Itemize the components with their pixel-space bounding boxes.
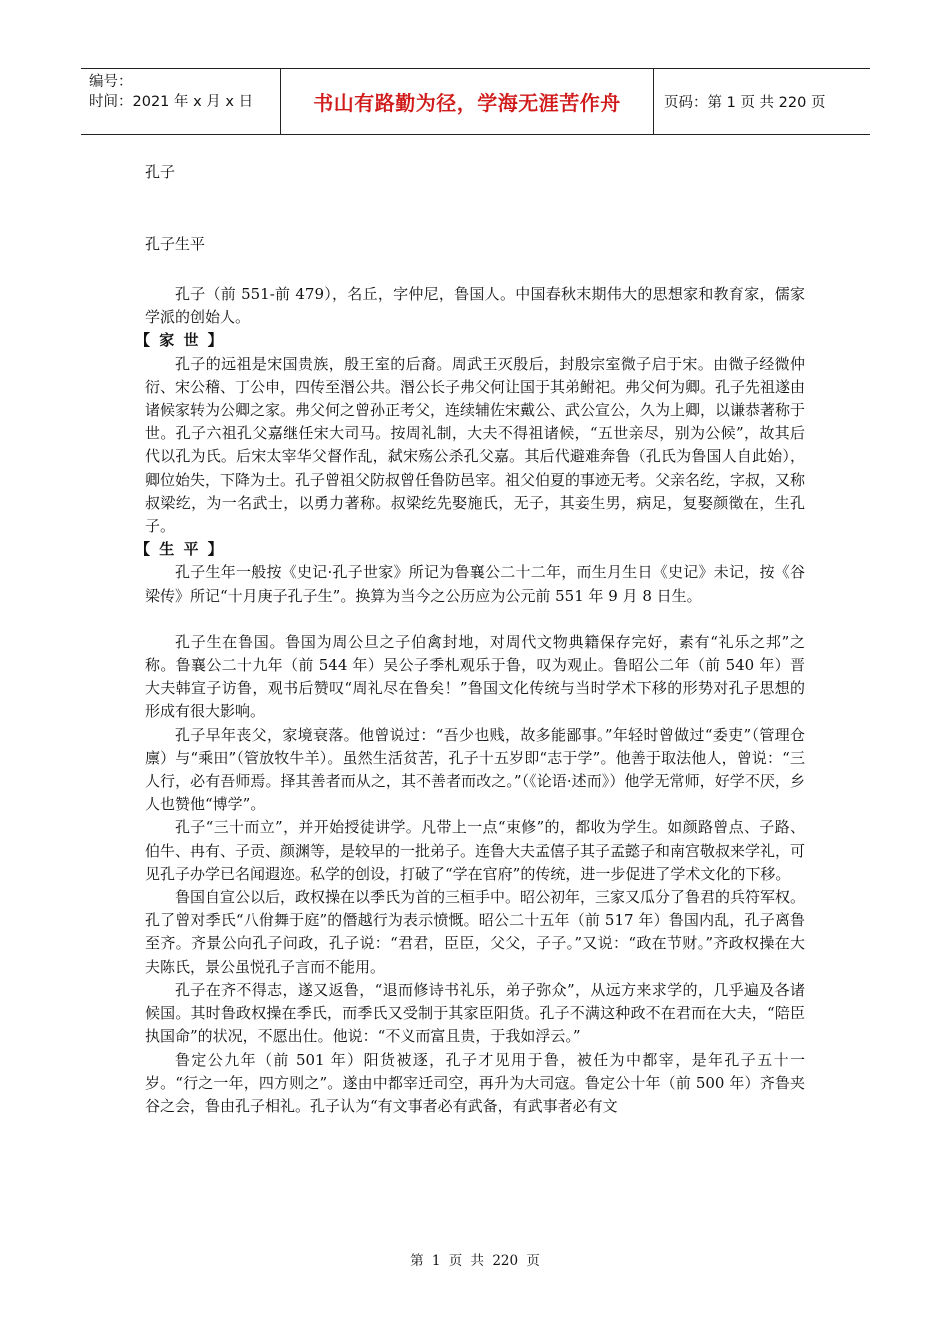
header-page-label: 页码：第 1 页 共 220 页: [664, 95, 826, 111]
body-paragraph: 孔子在齐不得志，遂又返鲁，“退而修诗书礼乐，弟子弥众”，从远方来求学的，几乎遍及各诸候国。其时鲁政权操在季氏，而季氏又受制于其家臣阳货。孔子不满这种政不在君而在大夫，“陪臣执国命”的状况，不愿出仕。他说：“不义而富且贵，于我如浮云。”: [145, 980, 805, 1046]
number-label: 编号：: [89, 74, 133, 90]
section-heading: 【 生 平 】: [135, 540, 225, 559]
body-paragraph: 鲁国自宣公以后，政权操在以季氏为首的三桓手中。昭公初年，三家又瓜分了鲁君的兵符军权。孔了曾对季氏“八佾舞于庭”的僭越行为表示愤慨。昭公二十五年（前 517 年）鲁国内乱，孔子离鲁至齐。齐景公向孔子问政，孔子说：“君君，臣臣，父父，子子。”又说：“政在节财。”齐政权操在大夫陈氏，景公虽悦孔子言而不能用。: [145, 888, 806, 976]
time-label: 时间：2021 年 x 月 x 日: [89, 94, 254, 110]
body-paragraph: 孔子生在鲁国。鲁国为周公旦之子伯禽封地，对周代文物典籍保存完好，素有“礼乐之邦”之称。鲁襄公二十九年（前 544 年）吴公子季札观乐于鲁，叹为观止。鲁昭公二年（前 540 年）晋大夫韩宣子访鲁，观书后赞叹“周礼尽在鲁矣！”鲁国文化传统与当时学术下移的形势对孔子思想的形成有很大影响。: [145, 632, 805, 721]
doc-subtitle: 孔子生平: [145, 235, 206, 253]
body-paragraph: 孔子“三十而立”，并开始授徒讲学。凡带上一点“束修”的，都收为学生。如颜路曾点、子路、伯牛、冉有、子贡、颜渊等，是较早的一批弟子。连鲁大夫孟僖子其子孟懿子和南宫敬叔来学礼，可见孔子办学已名闻遐迩。私学的创设，打破了“学在官府”的传统，进一步促进了学术文化的下移。: [145, 818, 806, 883]
body-paragraph: 孔子的远祖是宋国贵族，殷王室的后裔。周武王灭殷后，封殷宗室微子启于宋。由微子经微仲衍、宋公稽、丁公申，四传至湣公共。湣公长子弗父何让国于其弟鲋祀。弗父何为卿。孔子先祖遂由诸候家转为公卿之家。弗父何之曾孙正考父，连续辅佐宋戴公、武公宣公，久为上卿，以谦恭著称于世。孔子六祖孔父嘉继任宋大司马。按周礼制，大夫不得祖诸候，“五世亲尽，别为公候”，故其后代以孔为氏。后宋太宰华父督作乱，弑宋殇公杀孔父嘉。其后代避难奔鲁（孔氏为鲁国人自此始），卿位始失，下降为士。孔子曾祖父防叔曾任鲁防邑宰。祖父伯夏的事迹无考。父亲名纥，字叔，又称叔梁纥，为一名武士，以勇力著称。叔梁纥先娶施氏，无子，其妾生男，病足，复娶颜徵在，生孔子。: [145, 354, 806, 536]
doc-title: 孔子: [145, 163, 176, 181]
header-motto: 书山有路勤为径，学海无涯苦作舟: [281, 69, 654, 134]
body-paragraph: 孔子早年丧父，家境衰落。他曾说过：“吾少也贱，故多能鄙事。”年轻时曾做过“委吏”（管理仓廪）与“乘田”（管放牧牛羊）。虽然生活贫苦，孔子十五岁即“志于学”。他善于取法他人，曾说：“三人行，必有吾师焉。择其善者而从之，其不善者而改之。”（《论语·述而》）他学无常师，好学不厌，乡人也赞他“博学”。: [145, 725, 805, 814]
page-footer: 第 1 页 共 220 页: [410, 1253, 540, 1269]
doc-body: [135, 283, 806, 1118]
body-paragraph: 孔子生年一般按《史记·孔子世家》所记为鲁襄公二十二年，而生月生日《史记》未记，按《谷梁传》所记“十月庚子孔子生”。换算为当今之公历应为公元前 551 年 9 月 8 日生。: [145, 563, 805, 605]
body-paragraph: 鲁定公九年（前 501 年）阳货被逐，孔子才见用于鲁，被任为中都宰，是年孔子五十一岁。“行之一年，四方则之”。遂由中都宰迁司空，再升为大司寇。鲁定公十年（前 500 年）齐鲁夹谷之会，鲁由孔子相礼。孔子认为“有文事者必有武备，有武事者必有文: [145, 1050, 805, 1115]
header-left-cell: [81, 69, 281, 134]
section-heading: 【 家 世 】: [135, 331, 225, 350]
header-table: [81, 68, 870, 135]
body-paragraph: 孔子（前 551-前 479），名丘，字仲尼，鲁国人。中国春秋末期伟大的思想家和教育家，儒家学派的创始人。: [145, 285, 805, 327]
